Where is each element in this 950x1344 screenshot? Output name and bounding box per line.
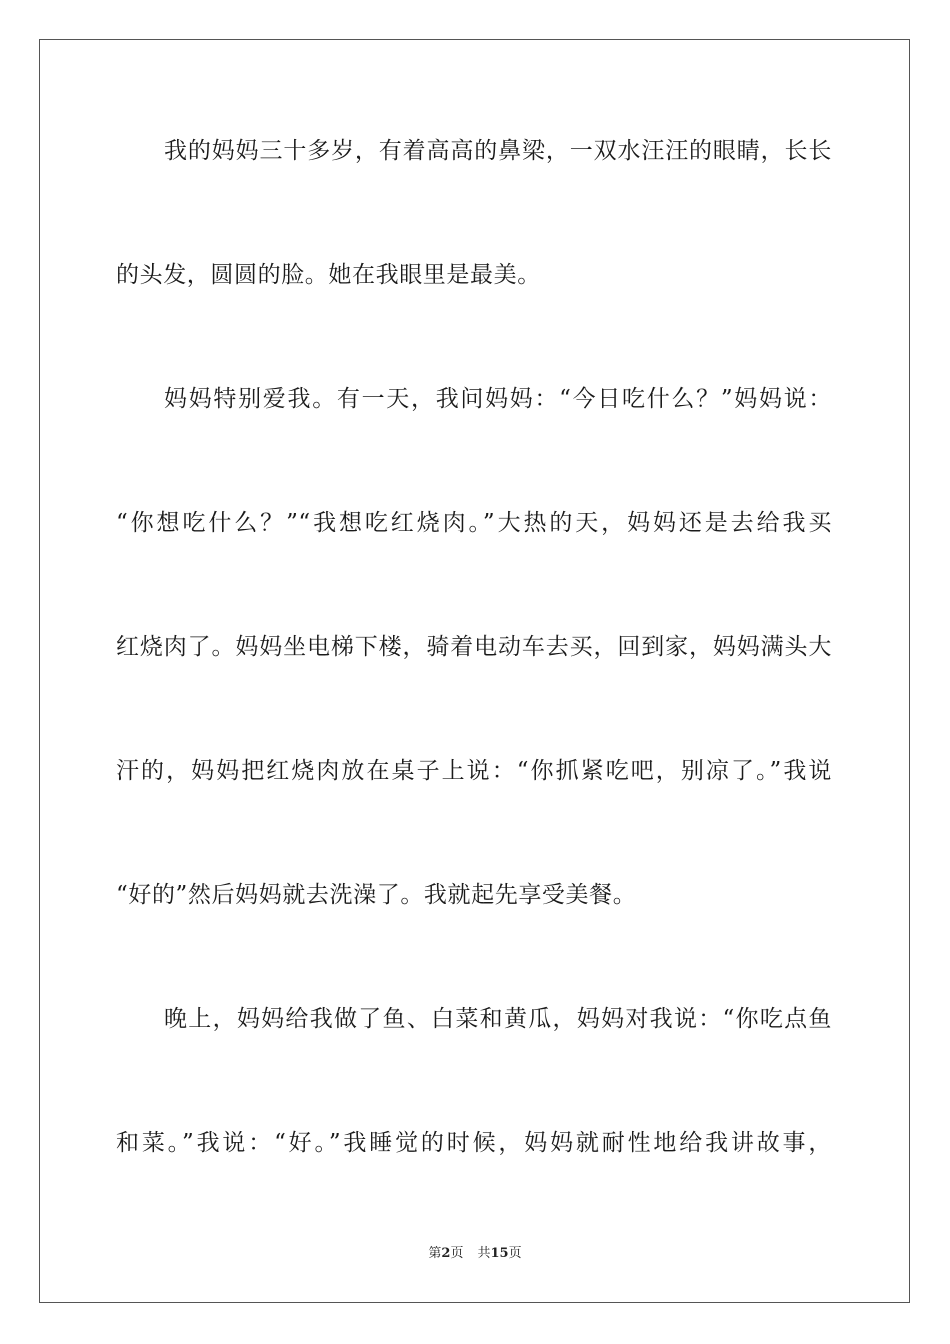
- paragraph-2-line-4: 汗的，妈妈把红烧肉放在桌子上说：“你抓紧吃吧，别凉了。”我说: [116, 758, 832, 784]
- paragraph-3-line-2: 和菜。”我说：“好。”我睡觉的时候，妈妈就耐性地给我讲故事，: [116, 1130, 832, 1156]
- paragraph-2-line-5: “好的”然后妈妈就去洗澡了。我就起先享受美餐。: [116, 882, 637, 908]
- paragraph-3-line-1: 晚上，妈妈给我做了鱼、白菜和黄瓜，妈妈对我说：“你吃点鱼: [164, 1006, 832, 1032]
- footer-total-suffix: 页: [508, 1246, 522, 1261]
- paragraph-1-line-1: 我的妈妈三十多岁，有着高高的鼻梁，一双水汪汪的眼睛，长长: [164, 138, 832, 164]
- footer-page-number: 2: [441, 1246, 451, 1261]
- paragraph-2-line-1: 妈妈特别爱我。有一天，我问妈妈：“今日吃什么？”妈妈说：: [164, 386, 832, 412]
- paragraph-1-line-2: 的头发，圆圆的脸。她在我眼里是最美。: [116, 262, 541, 288]
- footer-total-pages: 15: [490, 1246, 509, 1261]
- paragraph-2-line-2: “你想吃什么？”“我想吃红烧肉。”大热的天，妈妈还是去给我买: [116, 510, 832, 536]
- footer-total-prefix: 共: [477, 1246, 491, 1261]
- paragraph-2-line-3: 红烧肉了。妈妈坐电梯下楼，骑着电动车去买，回到家，妈妈满头大: [116, 634, 832, 660]
- page-footer: [0, 1245, 950, 1263]
- page-border: [39, 39, 910, 1303]
- footer-page-prefix: 第: [428, 1246, 442, 1261]
- footer-page-suffix: 页: [450, 1246, 464, 1261]
